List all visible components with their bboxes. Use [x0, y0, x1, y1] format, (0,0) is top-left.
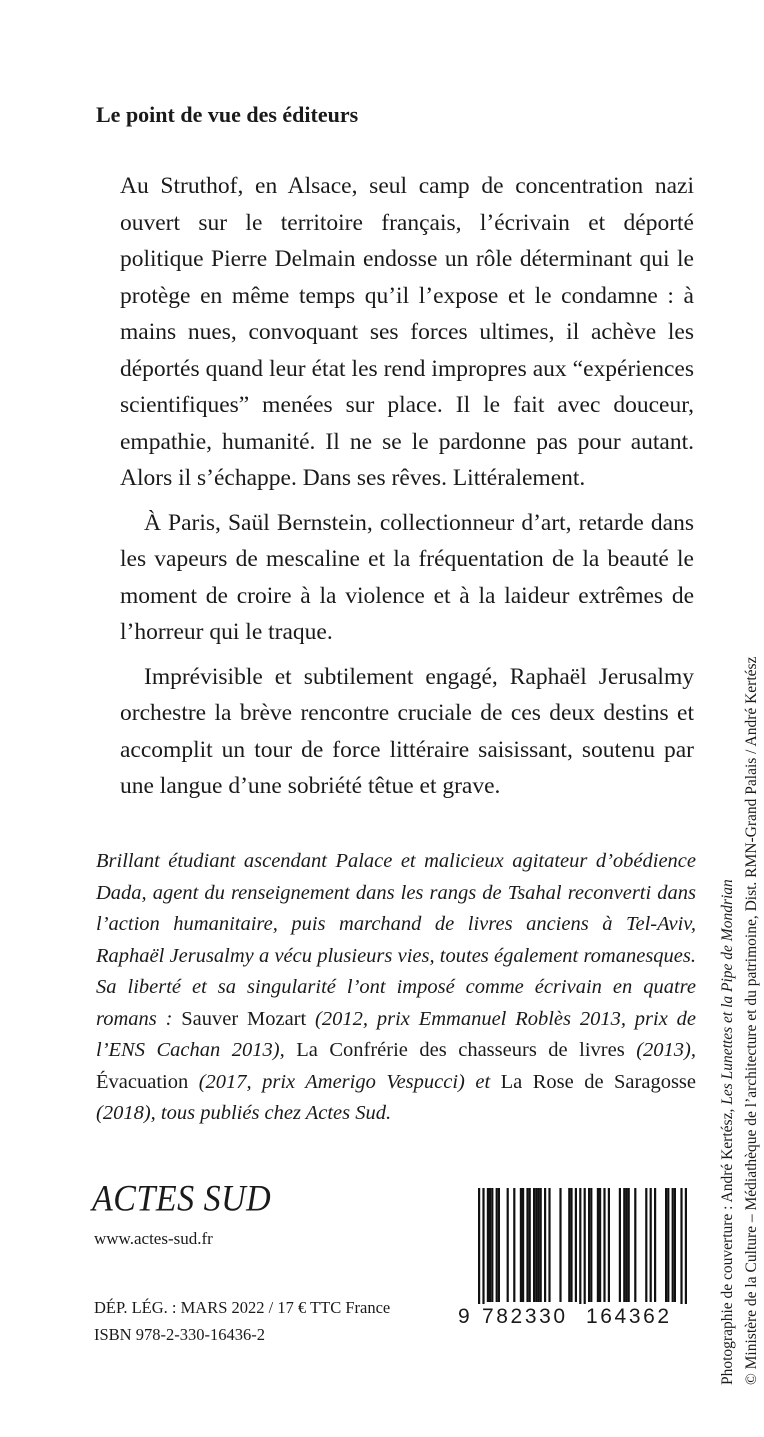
barcode-guard-bar [680, 1188, 682, 1320]
publisher-blurb [120, 168, 694, 805]
publisher-website: www.actes-sud.fr [94, 1229, 213, 1248]
blurb-paragraph: Imprévisible et subtilement engagé, Raphaël Jerusalmy orchestre la brève rencontre cruciale de ces deux destins et accomplit un tour de force littéraire saisissant, soutenu par une langue d’une sobriété têtue et grave. [120, 663, 694, 799]
barcode-bar [559, 1188, 561, 1302]
isbn: ISBN 978-2-330-16436-2 [94, 1325, 265, 1344]
barcode-bar [603, 1188, 605, 1302]
book-note: (2018), tous publiés chez Actes Sud. [96, 1102, 392, 1124]
ean-barcode [458, 1188, 694, 1332]
barcode-digits [458, 1304, 694, 1330]
barcode-bar [667, 1188, 669, 1302]
barcode-bar [608, 1188, 610, 1302]
legal-info [94, 1294, 390, 1348]
barcode-bar [590, 1188, 592, 1302]
credit-line: © Ministère de la Culture – Médiathèque de l’architecture et du patrimoine, Dist. RMN-Grand Palais / André Kertész [743, 656, 760, 1385]
barcode-guard-bar [584, 1188, 586, 1320]
book-note: (2013), [624, 1039, 696, 1061]
barcode-bar [522, 1188, 524, 1302]
barcode-bar [597, 1188, 599, 1302]
barcode-bar [672, 1188, 674, 1302]
barcode-bar [533, 1188, 535, 1302]
barcode-bar [634, 1188, 636, 1302]
section-heading: Le point de vue des éditeurs [96, 102, 359, 127]
barcode-bar [674, 1188, 676, 1302]
barcode-guard-bar [478, 1188, 480, 1320]
blurb-paragraph: Au Struthof, en Alsace, seul camp de concentration nazi ouvert sur le territoire français, l’écrivain et déporté politique Pierre Delmain endosse un rôle déterminant qui le protège en même temps qu’il l’expose et le condamne : à mains nues, convoquant ses forces ultimes, il achève les déportés quand leur état les rend impropres aux “expériences scientifiques” menées sur place. Il le fait avec douceur, empathie, humanité. Il ne se le pardonne pas pour autant. Alors il s’échappe. Dans ses rêves. Littéralement. [120, 173, 694, 491]
barcode-bar [507, 1188, 509, 1302]
barcode-bar [654, 1188, 656, 1302]
barcode-guard-bar [482, 1188, 484, 1320]
bio-intro: Brillant étudiant ascendant Palace et malicieux agitateur d’obédience Dada, agent du renseignement dans les rangs de Tsahal reconverti dans l’action humanitaire, puis marchand de livres anciens à Tel-Aviv, Raphaël Jerusalmy a vécu plusieurs vies, toutes également romanesques. Sa liberté et sa singularité l’ont imposé comme écrivain en quatre romans : [96, 850, 696, 1030]
barcode-bar [529, 1188, 531, 1302]
barcode-bar [489, 1188, 491, 1302]
barcode-bar [625, 1188, 627, 1302]
barcode-bar [540, 1188, 542, 1302]
book-title: La Rose de Saragosse [500, 1070, 697, 1093]
barcode-bar [619, 1188, 621, 1302]
book-title: Sauver Mozart [181, 1007, 307, 1030]
barcode-bar [496, 1188, 498, 1302]
barcode-bar [513, 1188, 515, 1302]
barcode-digits-left: 782330 [482, 1305, 568, 1328]
barcode-guard-bar [685, 1188, 687, 1320]
book-title: La Confrérie des chasseurs de livres [296, 1039, 625, 1061]
credit-prefix: Photographie de couverture : André Kertész, [719, 1104, 736, 1385]
barcode-bar [628, 1188, 630, 1302]
barcode-bar [575, 1188, 577, 1302]
barcode-bar [535, 1188, 537, 1302]
barcode-bar [645, 1188, 647, 1302]
barcode-bar [537, 1188, 539, 1302]
barcode-bar [599, 1188, 601, 1302]
publisher-logo: ACTES SUD [92, 1179, 272, 1220]
barcode-bar [498, 1188, 500, 1302]
credit-artwork-title: Les Lunettes et la Pipe de Mondrian [719, 879, 736, 1105]
barcode-bar [568, 1188, 570, 1302]
credit-line [716, 657, 740, 1385]
barcode-bar [526, 1188, 528, 1302]
book-note: (2012, prix Emmanuel Roblès 2013, prix de l’ENS Cachan 2013), [96, 1007, 696, 1061]
barcode-bar [650, 1188, 652, 1302]
barcode-bar [665, 1188, 667, 1302]
book-note: (2017, prix Amerigo Vespucci) et [188, 1070, 501, 1093]
barcode-digits-right: 164362 [586, 1305, 672, 1328]
blurb-paragraph: À Paris, Saül Bernstein, collectionneur d’art, retarde dans les vapeurs de mescaline et la fréquentation de la beauté le moment de croire à la violence et à la laideur extrêmes de l’horreur qui le traque. [120, 509, 694, 645]
barcode-bar [570, 1188, 572, 1302]
barcode-bar [491, 1188, 493, 1302]
barcode-guard-bar [579, 1188, 581, 1320]
barcode-bar [623, 1188, 625, 1302]
barcode-bar [544, 1188, 546, 1302]
legal-deposit: DÉP. LÉG. : MARS 2022 / 17 € TTC France [94, 1298, 391, 1317]
author-bio [96, 846, 696, 1130]
barcode-bar [520, 1188, 522, 1302]
barcode-bar [487, 1188, 489, 1302]
barcode-digit-first: 9 [458, 1305, 470, 1328]
book-title: Évacuation [96, 1070, 189, 1093]
barcode-bar [548, 1188, 550, 1302]
photo-credit [716, 657, 764, 1385]
barcode-bar [588, 1188, 590, 1302]
